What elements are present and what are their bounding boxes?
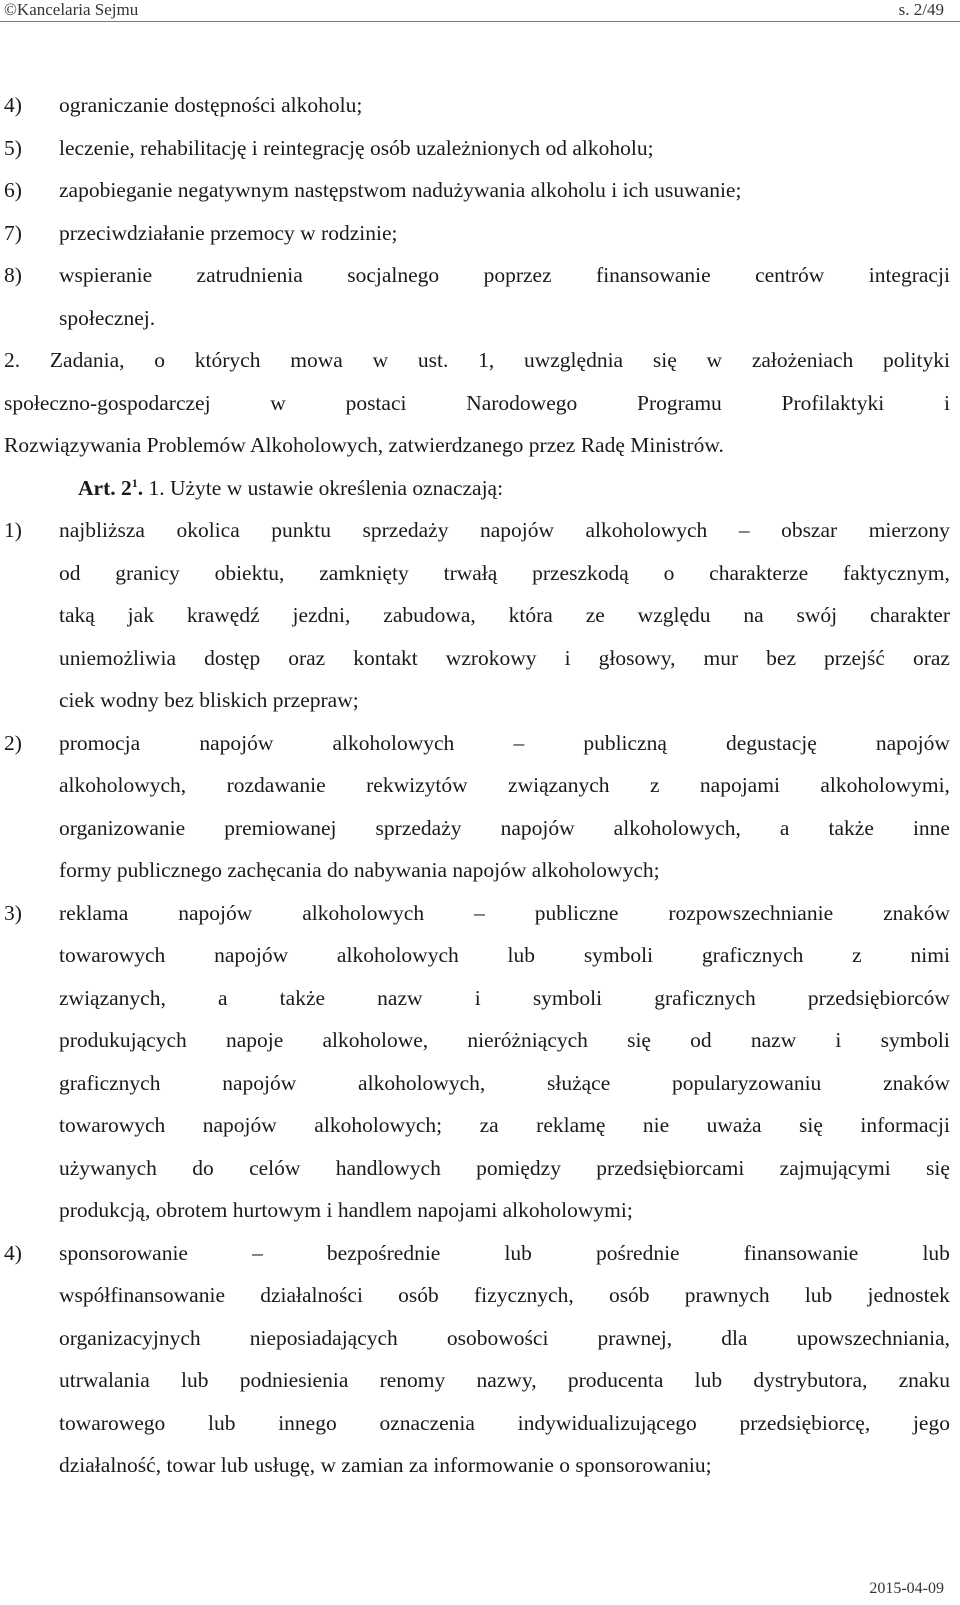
paragraph-line: 2. Zadania, o których mowa w ust. 1, uwzględnia się w założeniach polityki	[4, 348, 950, 372]
definition-item	[4, 892, 950, 935]
definition-continuation	[4, 1317, 950, 1360]
definition-text: reklama napojów alkoholowych – publiczne rozpowszechnianie znaków	[59, 900, 950, 925]
definition-line: towarowych napojów alkoholowych lub symboli graficznych z nimi	[59, 943, 950, 967]
definition-continuation	[4, 1359, 950, 1402]
list-item-number: 5)	[4, 135, 22, 160]
definition-continuation	[4, 1104, 950, 1147]
definition-continuation	[4, 977, 950, 1020]
definition-line: używanych do celów handlowych pomiędzy przedsiębiorcami zajmującymi się	[59, 1155, 950, 1180]
list-item	[4, 212, 950, 255]
definition-text: najbliższa okolica punktu sprzedaży napojów alkoholowych – obszar mierzony	[59, 518, 950, 542]
header-divider	[0, 21, 960, 22]
definition-line: współfinansowanie działalności osób fizycznych, osób prawnych lub jednostek	[59, 1283, 950, 1307]
article-heading	[4, 467, 950, 510]
definition-continuation	[4, 552, 950, 595]
list-item-text: przeciwdziałanie przemocy w rodzinie;	[59, 220, 398, 245]
definition-continuation	[4, 1402, 950, 1445]
definition-continuation	[4, 637, 950, 680]
document-body	[4, 84, 950, 1487]
list-item-text: wspieranie zatrudnienia socjalnego poprzez finansowanie centrów integracji	[59, 263, 950, 287]
list-item-continuation: społecznej.	[59, 305, 156, 330]
article-superscript: 1	[131, 475, 138, 490]
definition-continuation: ciek wodny bez bliskich przepraw;	[59, 688, 359, 712]
header-page-number: s. 2/49	[898, 0, 944, 19]
list-item-text: ograniczanie dostępności alkoholu;	[59, 93, 363, 117]
definition-continuation	[4, 1274, 950, 1317]
definition-line: związanych, a także nazw i symboli graficznych przedsiębiorców	[59, 985, 950, 1010]
footer-date: 2015-04-09	[869, 1580, 944, 1597]
list-item-number: 6)	[4, 178, 22, 202]
definition-line: utrwalania lub podniesienia renomy nazwy, producenta lub dystrybutora, znaku	[59, 1368, 950, 1392]
definition-number: 3)	[4, 900, 22, 925]
definitions-list	[4, 509, 950, 1487]
definition-text: promocja napojów alkoholowych – publiczną degustację napojów	[59, 730, 950, 755]
definition-line: alkoholowych, rozdawanie rekwizytów związanych z napojami alkoholowymi,	[59, 773, 950, 797]
definition-continuation	[4, 594, 950, 637]
definition-continuation: działalność, towar lub usługę, w zamian za informowanie o sponsorowaniu;	[59, 1453, 712, 1477]
definition-text: sponsorowanie – bezpośrednie lub pośrednie finansowanie lub	[59, 1240, 950, 1265]
article-label: Art. 2	[78, 475, 132, 500]
definition-line: od granicy obiektu, zamknięty trwałą przeszkodą o charakterze faktycznym,	[59, 560, 950, 585]
definition-line: organizowanie premiowanej sprzedaży napojów alkoholowych, a także inne	[59, 815, 950, 840]
article-dot: .	[137, 475, 144, 500]
definition-continuation	[4, 807, 950, 850]
list-item	[4, 169, 950, 212]
paragraph-line: społeczno-gospodarczej w postaci Narodowego Programu Profilaktyki i	[4, 390, 950, 415]
definition-line: produkujących napoje alkoholowe, nieróżniących się od nazw i symboli	[59, 1028, 950, 1052]
definition-line: organizacyjnych nieposiadających osobowości prawnej, dla upowszechniania,	[59, 1325, 950, 1350]
definition-line: towarowego lub innego oznaczenia indywidualizującego przedsiębiorcę, jego	[59, 1410, 950, 1435]
definition-number: 1)	[4, 518, 22, 542]
definition-line: taką jak krawędź jezdni, zabudowa, która ze względu na swój charakter	[59, 603, 950, 627]
definition-item	[4, 722, 950, 765]
definition-number: 2)	[4, 730, 22, 755]
definition-continuation	[4, 1019, 950, 1062]
list-item-number: 7)	[4, 220, 22, 245]
definition-line: towarowych napojów alkoholowych; za reklamę nie uważa się informacji	[59, 1113, 950, 1137]
definition-line: graficznych napojów alkoholowych, służące popularyzowaniu znaków	[59, 1070, 950, 1095]
definition-continuation: formy publicznego zachęcania do nabywania napojów alkoholowych;	[59, 858, 660, 882]
definition-item	[4, 509, 950, 552]
header-source: ©Kancelaria Sejmu	[4, 0, 139, 19]
definition-continuation	[4, 1147, 950, 1190]
article-text: 1. Użyte w ustawie określenia oznaczają:	[143, 475, 504, 500]
list-item	[4, 254, 950, 297]
definition-line: uniemożliwia dostęp oraz kontakt wzrokowy i głosowy, mur bez przejść oraz	[59, 645, 950, 670]
list-item-number: 4)	[4, 93, 22, 117]
list-item-number: 8)	[4, 263, 22, 287]
list-item-text: zapobieganie negatywnym następstwom nadużywania alkoholu i ich usuwanie;	[59, 178, 742, 202]
definition-item	[4, 1232, 950, 1275]
definition-continuation	[4, 764, 950, 807]
definition-continuation	[4, 934, 950, 977]
paragraph-line: Rozwiązywania Problemów Alkoholowych, zatwierdzanego przez Radę Ministrów.	[4, 433, 724, 457]
list-item-text: leczenie, rehabilitację i reintegrację osób uzależnionych od alkoholu;	[59, 135, 654, 160]
list-item	[4, 127, 950, 170]
definition-number: 4)	[4, 1240, 22, 1265]
list-item	[4, 84, 950, 127]
definition-continuation	[4, 1062, 950, 1105]
definition-continuation: produkcją, obrotem hurtowym i handlem napojami alkoholowymi;	[59, 1198, 633, 1222]
